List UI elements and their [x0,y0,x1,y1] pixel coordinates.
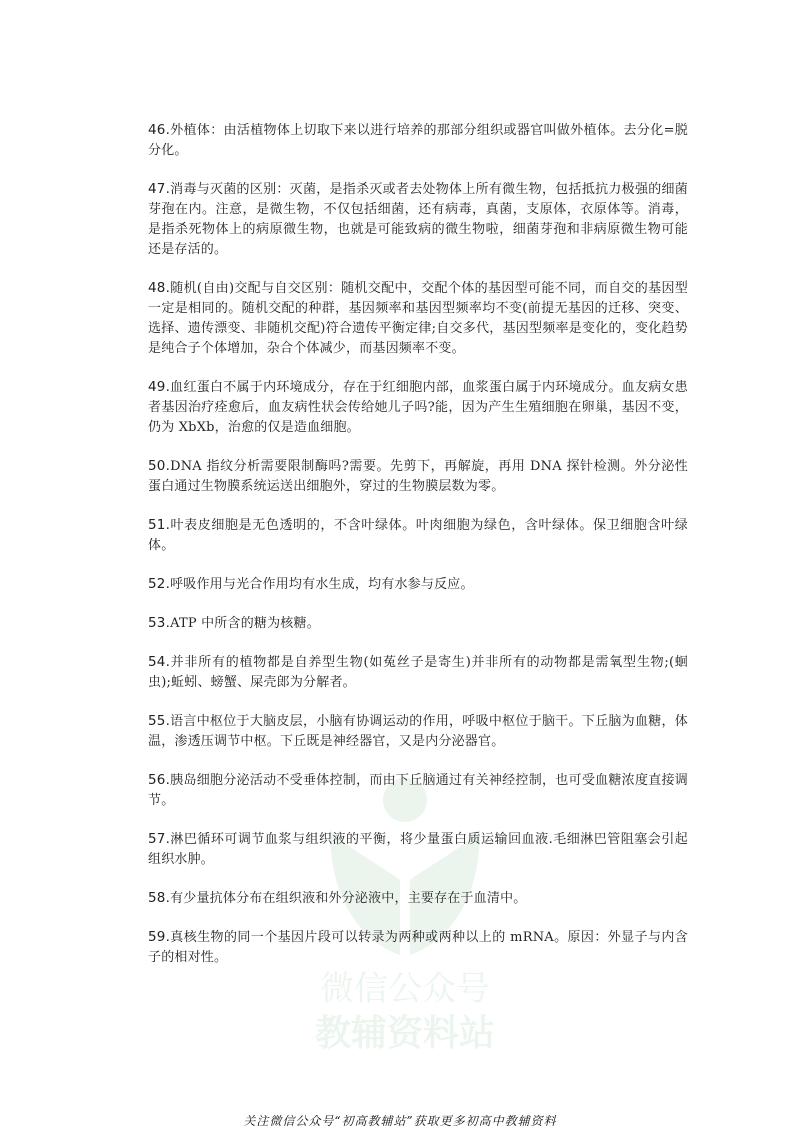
paragraph-number: 47. [148,181,171,197]
page-footer: 关注微信公众号“初高教辅站”获取更多初高中教辅资料 [243,1114,557,1128]
paragraph-number: 46. [148,122,171,138]
paragraph-54 [148,652,688,693]
paragraph-text: DNA 指纹分析需要限制酶吗?需要。先剪下，再解旋，再用 DNA 探针检测。外分泌性蛋白通过生物膜系统运送出细胞外，穿过的生物膜层数为零。 [148,459,688,494]
paragraph-59 [148,927,688,968]
paragraph-number: 48. [148,280,171,296]
paragraph-text: 真核生物的同一个基因片段可以转录为两种或两种以上的 mRNA。原因：外显子与内含子的相对性。 [148,930,688,965]
paragraph-text: ATP 中所含的糖为核糖。 [170,616,320,631]
paragraph-number: 55. [148,713,171,729]
paragraph-53 [148,613,688,634]
paragraph-48 [148,278,688,359]
paragraph-46 [148,120,688,161]
paragraph-55 [148,711,688,752]
paragraph-number: 58. [148,890,171,906]
paragraph-number: 56. [148,772,171,788]
paragraph-text: 语言中枢位于大脑皮层，小脑有协调运动的作用，呼吸中枢位于脑干。下丘脑为血糖，体温，渗透压调节中枢。下丘既是神经器官，又是内分泌器官。 [148,714,688,749]
paragraph-51 [148,515,688,556]
paragraph-number: 52. [148,576,171,592]
paragraph-text: 外植体：由活植物体上切取下来以进行培养的那部分组织或器官叫做外植体。去分化=脱分化。 [148,123,688,158]
paragraph-56 [148,770,688,811]
paragraph-number: 53. [148,615,171,631]
paragraph-text: 血红蛋白不属于内环境成分，存在于红细胞内部，血浆蛋白属于内环境成分。血友病女患者基因治疗痊愈后，血友病性状会传给她儿子吗?能，因为产生生殖细胞在卵巢，基因不变，仍为 XbXb，治愈的仅是造血细胞。 [148,380,688,435]
paragraph-text: 消毒与灭菌的区别：灭菌，是指杀灭或者去处物体上所有微生物，包括抵抗力极强的细菌芽孢在内。注意，是微生物，不仅包括细菌，还有病毒，真菌，支原体，衣原体等。消毒，是指杀死物体上的病原微生物，也就是可能致病的微生物啦，细菌芽孢和非病原微生物可能还是存活的。 [148,182,688,257]
paragraph-number: 51. [148,517,171,533]
watermark-line1: 微信公众号 [320,969,490,1009]
paragraph-text: 并非所有的植物都是自养型生物(如菟丝子是寄生)并非所有的动物都是需氧型生物;(蛔虫);蚯蚓、螃蟹、屎壳郎为分解者。 [148,655,688,690]
paragraph-text: 呼吸作用与光合作用均有水生成，均有水参与反应。 [170,577,474,592]
paragraph-50 [148,456,688,497]
paragraph-number: 54. [148,654,171,670]
paragraph-text: 胰岛细胞分泌活动不受垂体控制，而由下丘脑通过有关神经控制，也可受血糖浓度直接调节。 [148,773,688,808]
paragraph-47 [148,179,688,260]
paragraph-52 [148,574,688,595]
paragraph-number: 50. [148,458,171,474]
paragraph-number: 57. [148,831,171,847]
paragraph-text: 淋巴循环可调节血浆与组织液的平衡，将少量蛋白质运输回血液.毛细淋巴管阻塞会引起组织水肿。 [148,832,688,867]
paragraph-49 [148,377,688,438]
paragraph-text: 叶表皮细胞是无色透明的，不含叶绿体。叶肉细胞为绿色，含叶绿体。保卫细胞含叶绿体。 [148,518,688,553]
document-body [148,120,688,986]
paragraph-58 [148,888,688,909]
paragraph-number: 49. [148,379,171,395]
paragraph-text: 有少量抗体分布在组织液和外分泌液中，主要存在于血清中。 [170,891,527,906]
paragraph-number: 59. [148,929,171,945]
watermark-line2: 教辅资料站 [314,1013,496,1054]
paragraph-text: 随机(自由)交配与自交区别：随机交配中，交配个体的基因型可能不同，而自交的基因型一定是相同的。随机交配的种群，基因频率和基因型频率均不变(前提无基因的迁移、突变、选择、遗传漂变、非随机交配)符合遗传平衡定律;自交多代，基因型频率是变化的，变化趋势是纯合子个体增加，杂合个体减少，而基因频率不变。 [148,281,688,356]
paragraph-57 [148,829,688,870]
